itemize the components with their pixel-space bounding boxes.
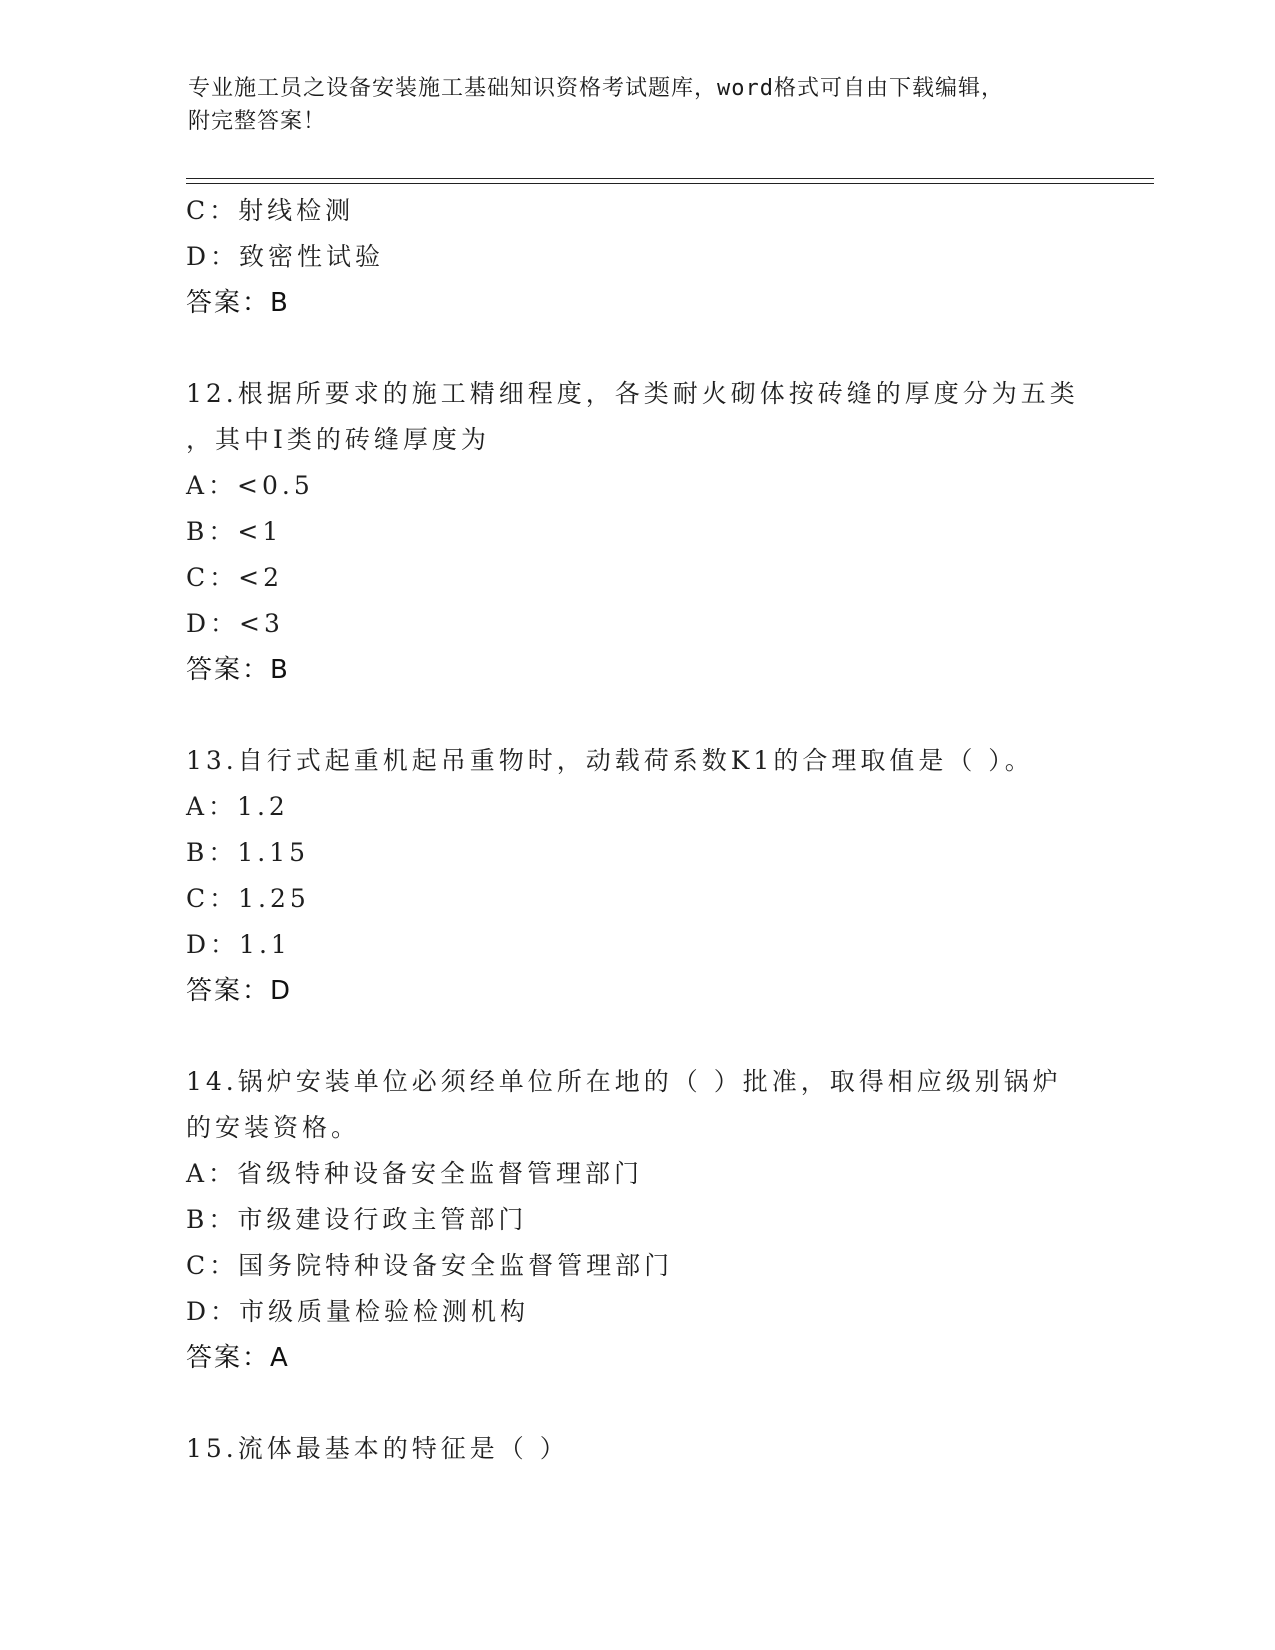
- option-c: C：射线检测: [186, 196, 355, 225]
- answer-line: 答案：B: [186, 655, 290, 685]
- answer-line: 答案：A: [186, 1343, 290, 1373]
- question-stem: 15.流体最基本的特征是（ ）: [186, 1434, 569, 1463]
- header-divider-top: [186, 178, 1154, 179]
- option-d: D：市级质量检验检测机构: [186, 1297, 530, 1326]
- question-12: [186, 371, 1126, 693]
- option-b: B：市级建设行政主管部门: [186, 1205, 528, 1234]
- option-a: A：省级特种设备安全监督管理部门: [186, 1159, 644, 1188]
- header-line-1: 专业施工员之设备安装施工基础知识资格考试题库，word格式可自由下载编辑，: [188, 76, 1004, 101]
- answer-line: 答案：D: [186, 976, 293, 1006]
- question-stem: 13.自行式起重机起吊重物时，动载荷系数K1的合理取值是（ ）。: [186, 746, 1034, 775]
- option-d: D：致密性试验: [186, 242, 385, 271]
- question-15: [186, 1426, 1126, 1472]
- question-stem: 12.根据所要求的施工精细程度，各类耐火砌体按砖缝的厚度分为五类: [186, 379, 1079, 408]
- question-stem-continued: 的安装资格。: [186, 1113, 361, 1142]
- option-c: C：<2: [186, 563, 283, 592]
- option-d: D：<3: [186, 609, 284, 638]
- option-b: B：1.15: [186, 838, 310, 867]
- header-divider-bottom: [186, 183, 1154, 184]
- question-14: [186, 1059, 1126, 1381]
- option-c: C：国务院特种设备安全监督管理部门: [186, 1251, 674, 1280]
- question-stem-continued: ，其中Ⅰ类的砖缝厚度为: [186, 425, 490, 454]
- option-c: C：1.25: [186, 884, 310, 913]
- option-b: B：<1: [186, 517, 283, 546]
- header-line-2: 附完整答案！: [188, 109, 327, 134]
- question-list: [186, 188, 1126, 1472]
- question-13: [186, 738, 1126, 1014]
- option-a: A：<0.5: [186, 471, 314, 500]
- answer-line: 答案：B: [186, 288, 290, 318]
- option-a: A：1.2: [186, 792, 289, 821]
- option-d: D：1.1: [186, 930, 291, 959]
- document-header: [188, 72, 1068, 138]
- question-11-partial: [186, 188, 1126, 326]
- question-stem: 14.锅炉安装单位必须经单位所在地的（ ）批准，取得相应级别锅炉: [186, 1067, 1062, 1096]
